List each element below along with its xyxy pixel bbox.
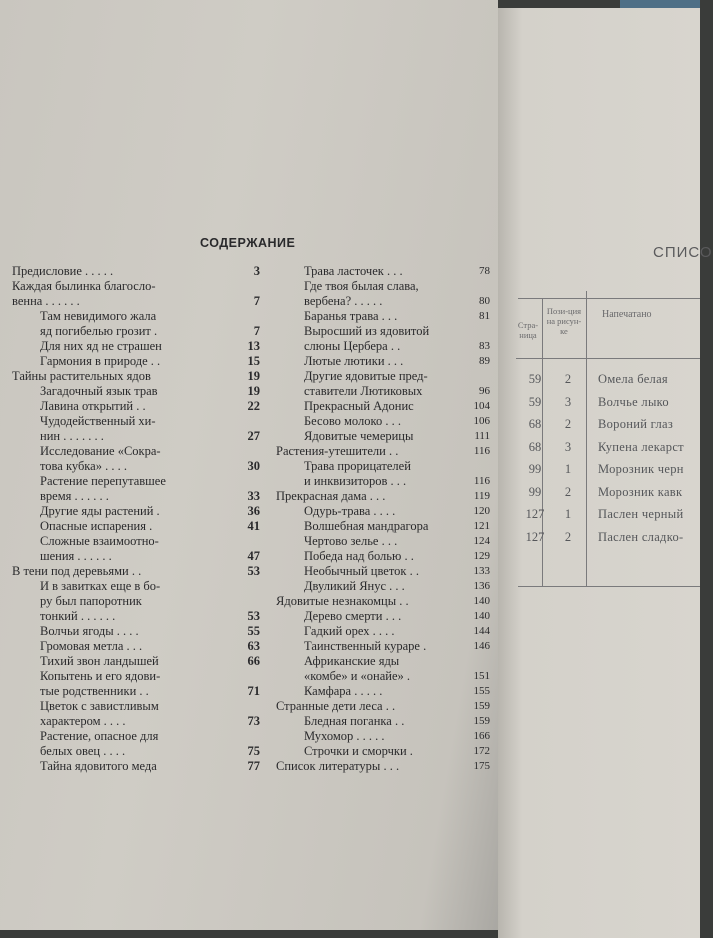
toc-page-number: 151 [473, 670, 490, 682]
table-row [498, 462, 700, 484]
header-printed: Напечатано [602, 309, 652, 320]
toc-page-number: 119 [473, 490, 490, 502]
toc-entry-text: тонкий . . . . . . [40, 609, 116, 623]
toc-entry-text: Ядовитые незнакомцы . . [276, 594, 409, 608]
table-cell-page: 127 [525, 529, 545, 544]
toc-entry [12, 474, 260, 504]
toc-entry [12, 669, 260, 699]
toc-entry [276, 729, 490, 744]
toc-entry-text: Странные дети леса . . [276, 699, 396, 713]
toc-entry [276, 519, 490, 534]
toc-entry [12, 444, 260, 474]
toc-entry-text: Мухомор . . . . . [304, 729, 385, 743]
toc-entry [276, 549, 490, 564]
table-cell-pos: 2 [564, 484, 572, 499]
toc-entry-text: Растения-утешители . . [276, 444, 399, 458]
header-bottom-rule [516, 358, 700, 359]
page-title: СОДЕРЖАНИЕ [200, 236, 296, 250]
table-cell-name: Паслен черный [598, 507, 684, 521]
toc-entry-text: Дерево смерти . . . [304, 609, 402, 623]
toc-entry-text: Выросший из ядовитой [304, 324, 430, 338]
toc-page-number: 96 [479, 385, 490, 397]
table-top-rule [518, 298, 700, 299]
toc-entry [276, 579, 490, 594]
table-cell-pos: 1 [564, 462, 572, 476]
toc-page-number: 104 [473, 400, 490, 412]
toc-entry [276, 459, 490, 489]
table-cell-pos: 2 [564, 372, 572, 386]
toc-entry [276, 759, 490, 774]
toc-entry [276, 414, 490, 429]
header-page: Стра-ница [517, 320, 539, 340]
toc-entry [276, 444, 490, 459]
toc-entry-text: Камфара . . . . . [304, 684, 383, 698]
right-page [498, 8, 713, 938]
toc-entry [276, 279, 490, 309]
toc-entry [12, 369, 260, 384]
toc-entry [276, 594, 490, 609]
toc-page-number: 129 [473, 550, 490, 562]
table-row [498, 485, 700, 507]
toc-page-number: 81 [479, 310, 490, 322]
toc-entry [12, 579, 260, 624]
toc-page-number: 73 [247, 714, 260, 728]
toc-entry [276, 624, 490, 639]
toc-entry [12, 654, 260, 669]
toc-entry-text: Растение перепутавшее [40, 474, 166, 488]
table-cell-page: 99 [528, 462, 542, 476]
toc-entry-text: Громовая метла . . . [40, 639, 143, 653]
toc-page-number: 27 [247, 429, 260, 443]
toc-entry [276, 429, 490, 444]
toc-entry [276, 489, 490, 504]
toc-entry [276, 609, 490, 624]
toc-entry-text: И в завитках еще в бо- [40, 579, 161, 593]
toc-page-number: 111 [474, 430, 490, 442]
toc-page-number: 19 [247, 384, 260, 398]
toc-entry-text: венна . . . . . . [12, 294, 80, 308]
table-cell-pos: 1 [564, 507, 572, 521]
toc-entry-text: тые родственники . . [40, 684, 149, 698]
list-title: СПИСО [653, 244, 713, 261]
table-cell-pos: 3 [564, 394, 572, 409]
toc-page-number: 172 [473, 745, 490, 757]
toc-entry-text: Список литературы . . . [276, 759, 400, 773]
header-position: Пози-ция на рисун-ке [546, 306, 582, 336]
table-bottom-rule [518, 586, 700, 587]
toc-entry-text: ру был папоротник [40, 594, 142, 608]
table-cell-page: 68 [528, 439, 542, 454]
table-cell-page: 127 [525, 507, 545, 521]
toc-entry-text: Цветок с завистливым [40, 699, 159, 713]
toc-entry-text: «комбе» и «онайе» . [304, 669, 411, 683]
toc-entry-text: Сложные взаимоотно- [40, 534, 159, 548]
toc-page-number: 159 [473, 715, 490, 727]
toc-entry [12, 384, 260, 399]
toc-entry [276, 399, 490, 414]
toc-entry-text: Трава ласточек . . . [304, 264, 403, 278]
toc-entry-text: Одурь-трава . . . . [304, 504, 396, 518]
toc-page-number: 175 [473, 760, 490, 772]
toc-entry-text: Для них яд не страшен [40, 339, 162, 353]
table-row [498, 530, 700, 552]
toc-entry-text: Там невидимого жала [40, 309, 157, 323]
toc-entry-text: Другие яды растений . [40, 504, 160, 518]
toc-entry [276, 564, 490, 579]
table-cell-name: Волчье лыко [598, 394, 669, 409]
toc-page-number: 36 [247, 504, 260, 518]
toc-entry [12, 414, 260, 444]
toc-entry-text: Строчки и сморчки . [304, 744, 413, 758]
table-row [498, 372, 700, 394]
toc-entry [12, 699, 260, 729]
toc-entry [12, 399, 260, 414]
toc-entry-text: Другие ядовитые пред- [304, 369, 428, 383]
toc-page-number: 19 [247, 369, 260, 383]
toc-entry-text: Необычный цветок . . [304, 564, 419, 578]
toc-entry-text: Растение, опасное для [40, 729, 159, 743]
toc-entry-text: Тайна ядовитого меда [40, 759, 157, 773]
toc-entry-text: Тайны растительных ядов [12, 369, 151, 383]
toc-page-number: 55 [247, 624, 260, 638]
toc-page-number: 7 [253, 294, 260, 308]
toc-entry-text: това кубка» . . . . [40, 459, 127, 473]
toc-entry-text: Африканские яды [304, 654, 400, 668]
toc-entry [276, 654, 490, 684]
table-cell-name: Вороний глаз [598, 417, 674, 431]
toc-page-number: 7 [253, 324, 260, 338]
toc-page-number: 146 [473, 640, 490, 652]
toc-page-number: 124 [473, 535, 490, 547]
toc-page-number: 136 [473, 580, 490, 592]
toc-entry-text: Бледная поганка . . [304, 714, 405, 728]
toc-entry-text: Двуликий Янус . . . [304, 579, 405, 593]
toc-page-number: 121 [473, 520, 490, 532]
toc-entry-text: Где твоя былая слава, [304, 279, 419, 293]
toc-page-number: 140 [473, 595, 490, 607]
toc-page-number: 120 [473, 505, 490, 517]
toc-page-number: 30 [247, 459, 260, 473]
toc-entry-text: Загадочный язык трав [40, 384, 158, 398]
toc-page-number: 159 [473, 700, 490, 712]
toc-entry-text: Каждая былинка благосло- [12, 279, 156, 293]
toc-page-number: 41 [247, 519, 260, 533]
toc-entry-text: Копытень и его ядови- [40, 669, 161, 683]
toc-entry-text: Баранья трава . . . [304, 309, 398, 323]
toc-page-number: 33 [247, 489, 260, 503]
toc-entry-text: Гармония в природе . . [40, 354, 161, 368]
toc-entry-text: Лютые лютики . . . [304, 354, 404, 368]
toc-entry [12, 624, 260, 639]
toc-entry [12, 339, 260, 354]
toc-entry-text: Гадкий орех . . . . [304, 624, 395, 638]
toc-page-number: 53 [247, 564, 260, 578]
toc-entry [276, 714, 490, 729]
toc-page-number: 116 [473, 475, 490, 487]
table-cell-name: Паслен сладко- [598, 529, 684, 544]
table-cell-pos: 2 [564, 417, 572, 431]
toc-entry-text: слюны Цербера . . [304, 339, 401, 353]
table-row [498, 507, 700, 529]
table-cell-page: 99 [528, 484, 542, 499]
toc-entry [12, 354, 260, 369]
toc-entry [276, 639, 490, 654]
toc-entry-text: Победа над болью . . [304, 549, 414, 563]
toc-entry [276, 324, 490, 354]
toc-entry [12, 519, 260, 534]
toc-entry-text: белых овец . . . . [40, 744, 126, 758]
toc-page-number: 83 [479, 340, 490, 352]
toc-entry [12, 759, 260, 774]
table-cell-page: 59 [528, 372, 542, 386]
toc-entry [12, 264, 260, 279]
toc-entry [12, 729, 260, 759]
toc-entry [276, 504, 490, 519]
toc-entry [12, 309, 260, 339]
toc-page-number: 144 [473, 625, 490, 637]
toc-column-2 [276, 264, 490, 774]
toc-entry [276, 534, 490, 549]
toc-entry [276, 684, 490, 699]
toc-entry-text: и инквизиторов . . . [304, 474, 407, 488]
table-cell-pos: 3 [564, 439, 572, 454]
toc-entry-text: В тени под деревьями . . [12, 564, 142, 578]
table-row [498, 395, 700, 417]
toc-page-number: 71 [247, 684, 260, 698]
toc-page-number: 63 [247, 639, 260, 653]
toc-page-number: 89 [479, 355, 490, 367]
toc-entry-text: Волшебная мандрагора [304, 519, 429, 533]
toc-page-number: 78 [479, 265, 490, 277]
toc-page-number: 15 [247, 354, 260, 368]
toc-entry-text: Лавина открытий . . [40, 399, 146, 413]
toc-entry-text: ставители Лютиковых [304, 384, 423, 398]
toc-entry [276, 699, 490, 714]
toc-page-number: 140 [473, 610, 490, 622]
toc-entry [12, 534, 260, 564]
toc-entry-text: характером . . . . [40, 714, 126, 728]
toc-entry-text: время . . . . . . [40, 489, 109, 503]
table-cell-page: 68 [528, 417, 542, 431]
toc-entry [276, 369, 490, 399]
table-cell-name: Морозник черн [598, 462, 684, 476]
toc-entry [276, 309, 490, 324]
toc-entry [276, 744, 490, 759]
toc-page-number: 106 [473, 415, 490, 427]
toc-entry-text: Предисловие . . . . . [12, 264, 114, 278]
toc-page-number: 47 [247, 549, 260, 563]
toc-page-number: 66 [247, 654, 260, 668]
toc-page-number: 80 [479, 295, 490, 307]
toc-entry-text: яд погибелью грозит . [40, 324, 158, 338]
toc-entry-text: Опасные испарения . [40, 519, 153, 533]
table-row [498, 440, 700, 462]
toc-page-number: 22 [247, 399, 260, 413]
toc-entry-text: Чудодейственный хи- [40, 414, 156, 428]
toc-entry [276, 264, 490, 279]
toc-entry-text: Тихий звон ландышей [40, 654, 159, 668]
table-cell-page: 59 [528, 394, 542, 409]
toc-entry [12, 639, 260, 654]
toc-entry-text: Трава прорицателей [304, 459, 411, 473]
toc-page-number: 155 [473, 685, 490, 697]
toc-entry-text: Ядовитые чемерицы [304, 429, 414, 443]
toc-entry-text: вербена? . . . . . [304, 294, 383, 308]
toc-page-number: 53 [247, 609, 260, 623]
toc-page-number: 3 [253, 264, 260, 278]
toc-entry-text: Прекрасный Адонис [304, 399, 414, 413]
toc-entry [12, 279, 260, 309]
table-cell-pos: 2 [564, 529, 572, 544]
toc-entry-text: шения . . . . . . [40, 549, 112, 563]
table-cell-name: Омела белая [598, 372, 668, 386]
toc-entry [12, 564, 260, 579]
toc-column-1 [12, 264, 260, 774]
table-cell-name: Морозник кавк [598, 484, 683, 499]
toc-entry-text: Чертово зелье . . . [304, 534, 398, 548]
toc-entry-text: нин . . . . . . . [40, 429, 104, 443]
toc-entry [12, 504, 260, 519]
toc-page-number: 13 [247, 339, 260, 353]
table-row [498, 417, 700, 439]
toc-page-number: 116 [473, 445, 490, 457]
toc-entry-text: Прекрасная дама . . . [276, 489, 386, 503]
toc-entry-text: Исследование «Сокра- [40, 444, 161, 458]
toc-page-number: 77 [247, 759, 260, 773]
toc-entry-text: Волчьи ягоды . . . . [40, 624, 139, 638]
toc-page-number: 75 [247, 744, 260, 758]
toc-entry-text: Бесово молоко . . . [304, 414, 401, 428]
toc-entry-text: Таинственный кураре . [304, 639, 427, 653]
toc-page-number: 133 [473, 565, 490, 577]
toc-page-number: 166 [473, 730, 490, 742]
toc-entry [276, 354, 490, 369]
table-cell-name: Купена лекарст [598, 439, 684, 454]
